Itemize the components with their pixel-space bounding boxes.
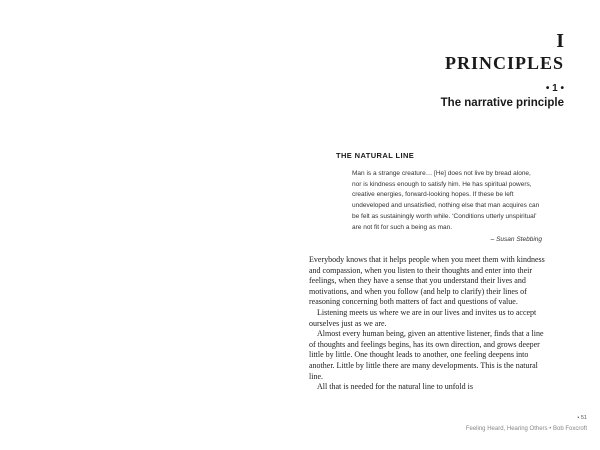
- body-paragraph: Almost every human being, given an attentive listener, finds that a line of thoughts and feelings begins, has its own direction, and grows deeper little by little. One thought leads to another, one feeling deepens into another. Little by little there are many developments. This is the natural line.: [309, 329, 544, 381]
- part-title: PRINCIPLES: [444, 53, 564, 73]
- epigraph-attribution: – Susan Stebbing: [490, 236, 542, 243]
- section-heading: THE NATURAL LINE: [336, 151, 415, 160]
- body-paragraph: All that is needed for the natural line to unfold is: [317, 382, 473, 392]
- body-paragraph: Listening meets us where we are in our lives and invites us to accept ourselves just as we are.: [309, 307, 537, 328]
- epigraph-quote: Man is a strange creature… [He] does not live by bread alone, nor is kindness enough to satisfy him. He has spiritual powers, creative energies, forward-looking hopes. If these be left undeveloped and unsatisfied, nothing else that man acquires can be felt as sustainingly worth while. ‘Conditions utterly unspiritual’ are not fit for such a being as man.: [352, 170, 540, 231]
- running-footer: Feeling Heard, Hearing Others • Bob Foxcroft: [465, 426, 587, 432]
- right-page: [300, 0, 600, 450]
- chapter-number: • 1 •: [545, 83, 564, 94]
- page-number: • 51: [577, 415, 587, 421]
- body-text: [309, 255, 551, 393]
- part-number: I: [556, 30, 564, 52]
- body-paragraph: Everybody knows that it helps people when you meet them with kindness and compassion, when you listen to their thoughts and enter into their feelings, when they have a sense that you understand their lives and motivations, and when you follow (and help to clarify) their lines of reasoning concerning both matters of fact and questions of value.: [309, 255, 545, 307]
- chapter-title: The narrative principle: [440, 97, 564, 109]
